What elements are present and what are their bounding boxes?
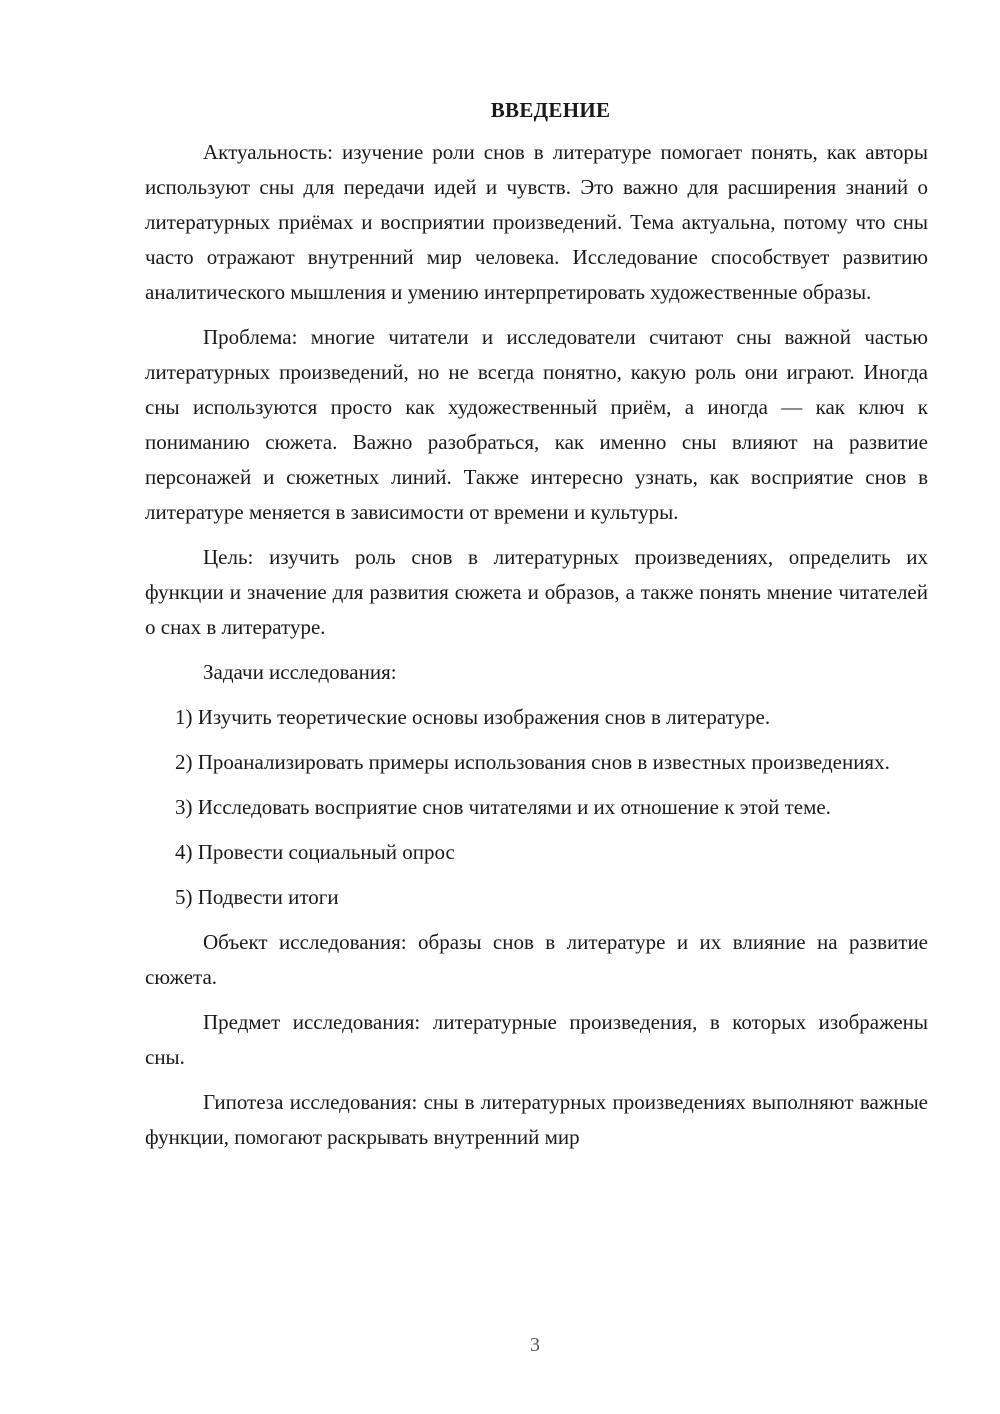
paragraph-hypothesis: Гипотеза исследования: сны в литературных произведениях выполняют важные функции, помогают раскрывать внутренний мир bbox=[145, 1090, 928, 1149]
task-item-2: 2) Проанализировать примеры использования снов в известных произведениях. bbox=[175, 750, 890, 774]
paragraph-goal: Цель: изучить роль снов в литературных произведениях, определить их функции и значение для развития сюжета и образов, а также понять мнение читателей о снах в литературе. bbox=[145, 545, 928, 639]
page-title: ВВЕДЕНИЕ bbox=[490, 98, 611, 122]
tasks-heading: Задачи исследования: bbox=[203, 660, 397, 684]
task-item-4: 4) Провести социальный опрос bbox=[175, 840, 455, 864]
paragraph-object: Объект исследования: образы снов в литературе и их влияние на развитие сюжета. bbox=[145, 930, 928, 989]
paragraph-relevance: Актуальность: изучение роли снов в литературе помогает понять, как авторы используют сны для передачи идей и чувств. Это важно для расширения знаний о литературных приёмах и восприятии произведений. Тема актуальна, потому что сны часто отражают внутренний мир человека. Исследование способствует развитию аналитического мышления и умению интерпретировать художественные образы. bbox=[145, 140, 928, 304]
page-number: 3 bbox=[530, 1334, 540, 1356]
task-item-5: 5) Подвести итоги bbox=[175, 885, 339, 909]
paragraph-problem: Проблема: многие читатели и исследователи считают сны важной частью литературных произведений, но не всегда понятно, какую роль они играют. Иногда сны используются просто как художественный приём, а иногда — как ключ к пониманию сюжета. Важно разобраться, как именно сны влияют на развитие персонажей и сюжетных линий. Также интересно узнать, как восприятие снов в литературе меняется в зависимости от времени и культуры. bbox=[145, 325, 928, 524]
paragraph-subject: Предмет исследования: литературные произведения, в которых изображены сны. bbox=[145, 1010, 928, 1069]
task-item-1: 1) Изучить теоретические основы изображения снов в литературе. bbox=[175, 705, 771, 729]
task-item-3: 3) Исследовать восприятие снов читателями и их отношение к этой теме. bbox=[175, 795, 831, 819]
document-page bbox=[145, 95, 928, 1165]
